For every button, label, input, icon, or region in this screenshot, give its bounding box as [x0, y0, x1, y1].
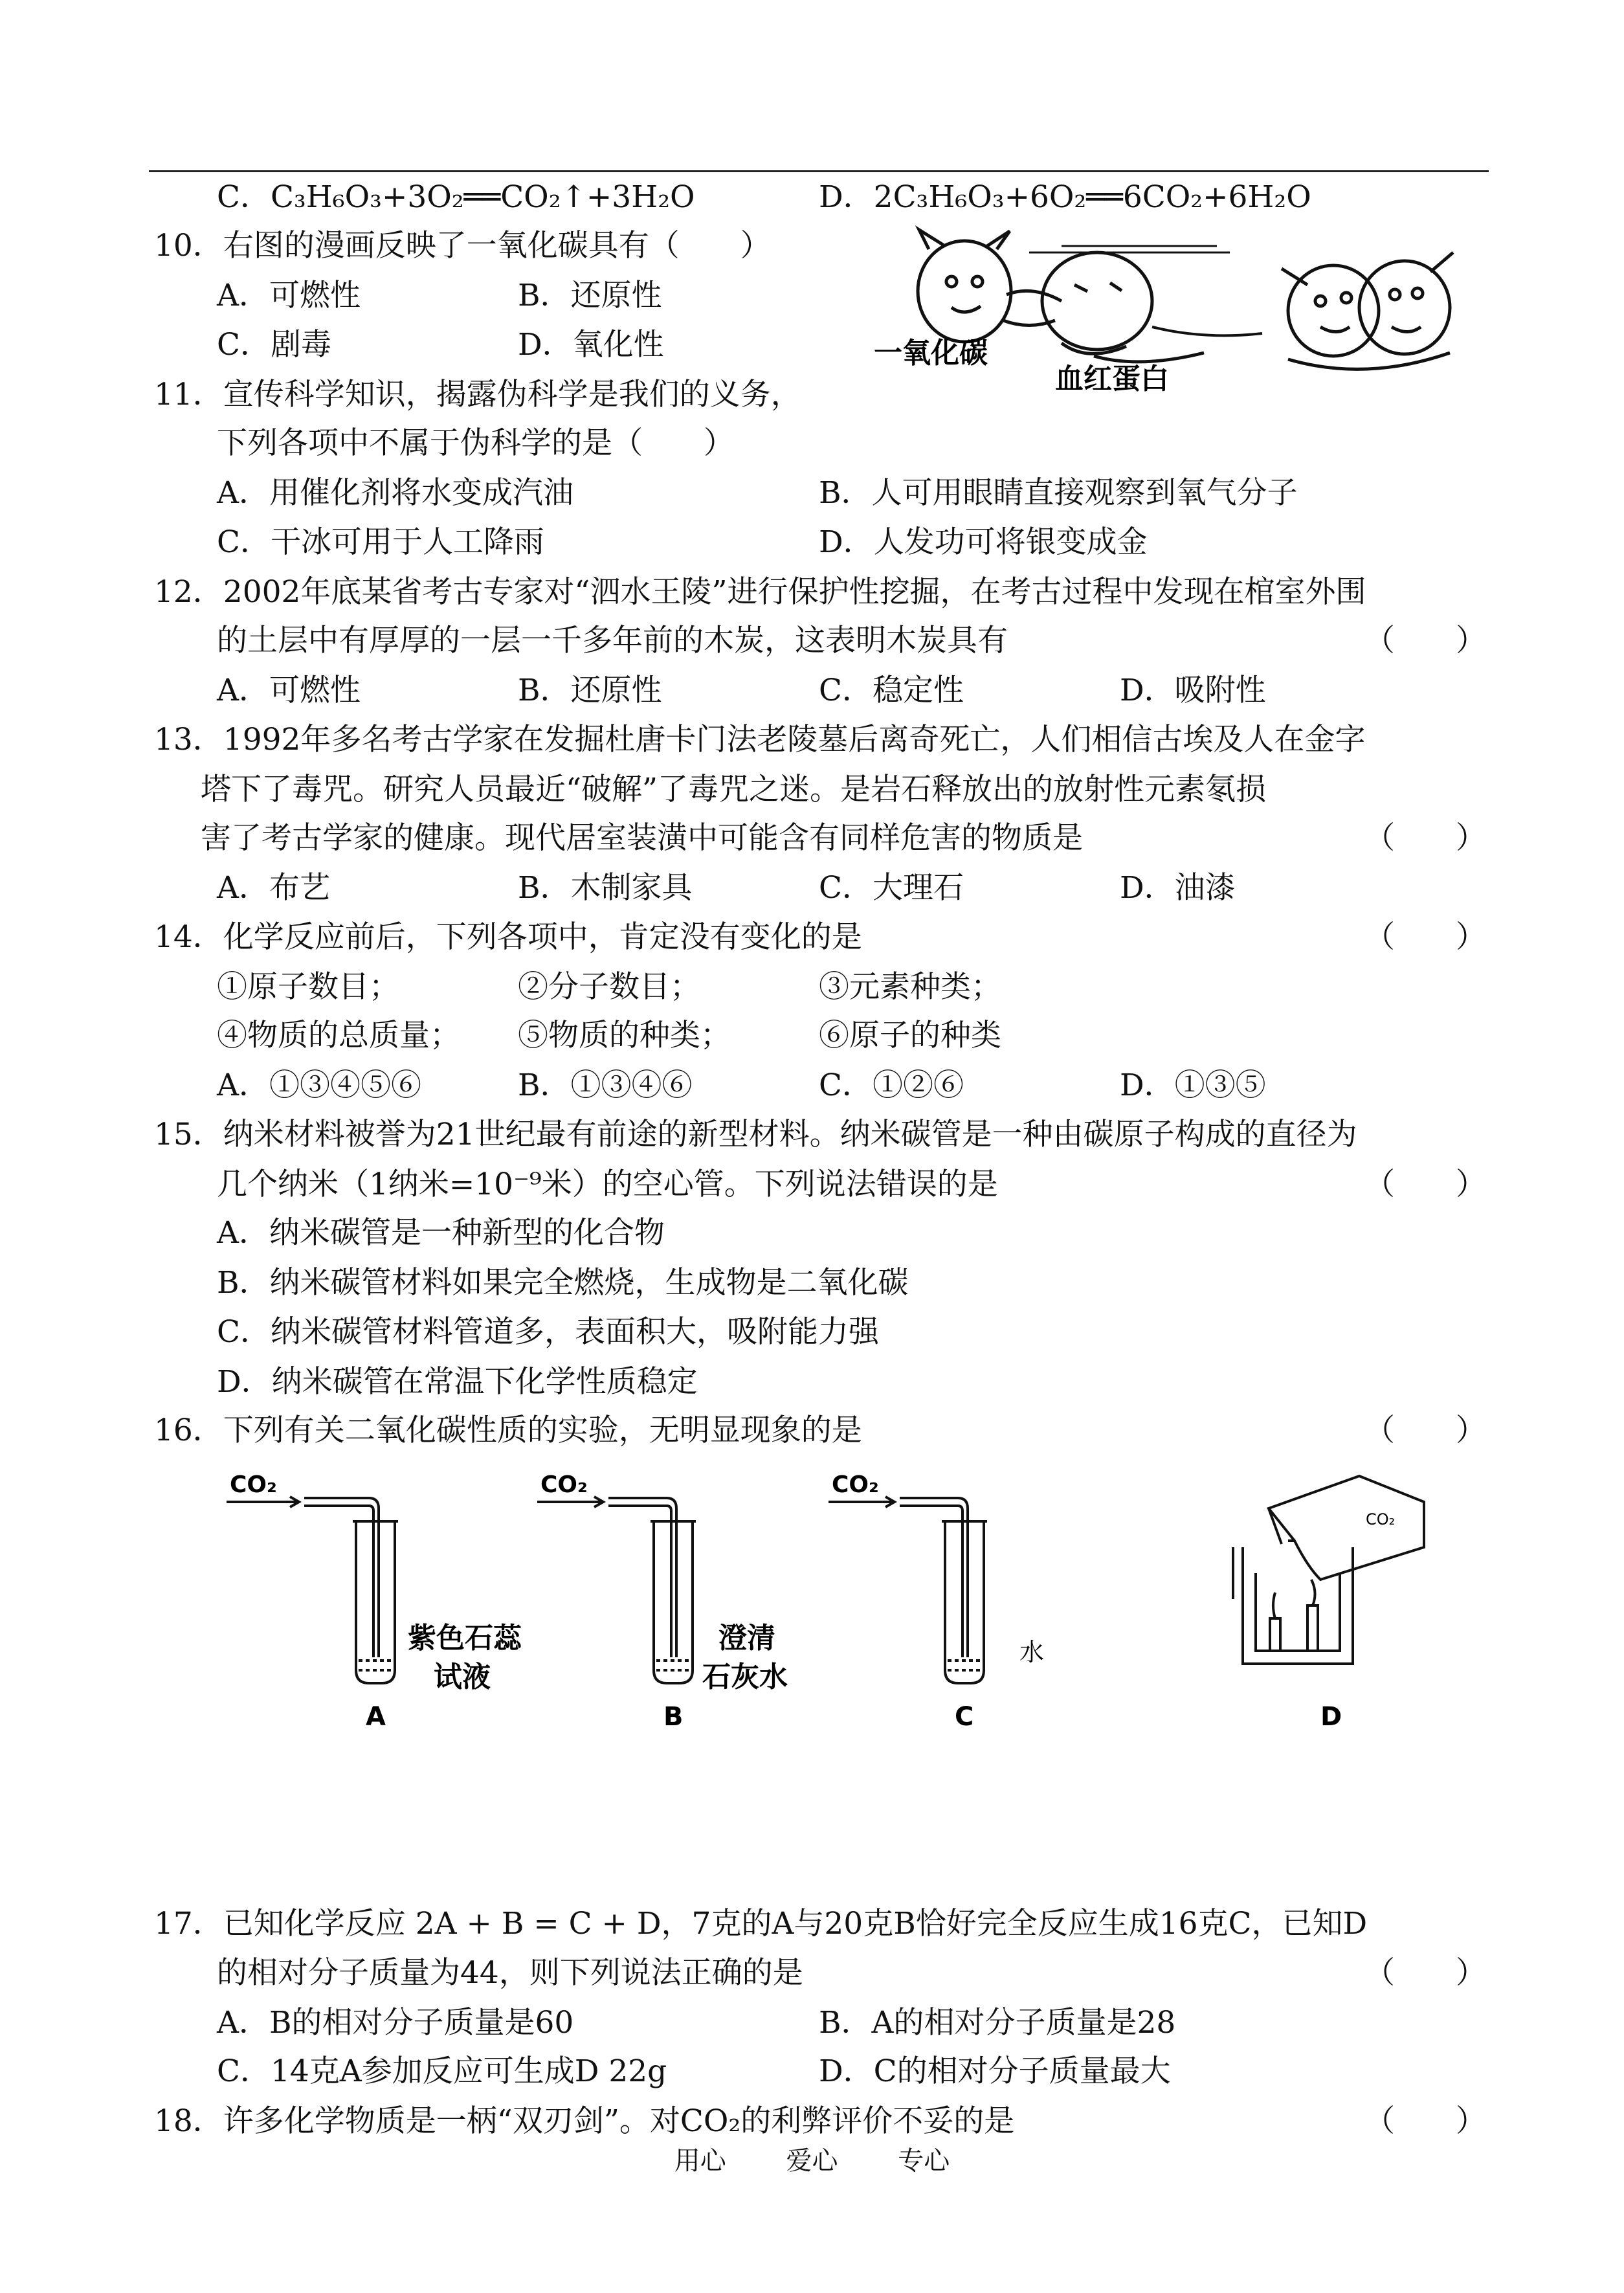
q12-stem-line2: 的土层中有厚厚的一层一千多年前的木炭，这表明木炭具有 — [217, 623, 1008, 658]
q10-stem: 10．右图的漫画反映了一氧化碳具有（ ） — [154, 228, 771, 263]
q17-stem-line2: 的相对分子质量为44，则下列说法正确的是 — [217, 1955, 803, 1991]
q13-option-a: A．布艺 — [217, 870, 330, 906]
litmus-label-1: 紫色石蕊 — [408, 1622, 522, 1655]
q17-option-b: B．A的相对分子质量是28 — [819, 2005, 1176, 2041]
q10-option-b: B．还原性 — [518, 278, 662, 313]
q14-option-d: D．①③⑤ — [1120, 1068, 1266, 1103]
q9-option-c: C．C₃H₆O₃+3O₂══CO₂↑+3H₂O — [217, 179, 695, 215]
limewater-label-2: 石灰水 — [702, 1661, 788, 1694]
q17-answer-blank: （ ） — [1364, 1955, 1486, 1991]
q14-item-5: ⑤物质的种类； — [518, 1018, 731, 1053]
q9-option-d: D．2C₃H₆O₃+6O₂══6CO₂+6H₂O — [819, 179, 1311, 215]
q12-stem-line1: 12．2002年底某省考古专家对“泗水王陵”进行保护性挖掘，在考古过程中发现在棺室外围 — [154, 574, 1366, 610]
co2-label-b: CO₂ — [540, 1471, 588, 1498]
header-rule — [149, 170, 1489, 172]
figure-label-b: B — [663, 1702, 684, 1728]
q17-stem-line1: 17．已知化学反应 2A + B = C + D，7克的A与20克B恰好完全反应生成16克C，已知D — [154, 1906, 1368, 1941]
q12-option-b: B．还原性 — [518, 673, 662, 708]
q14-item-2: ②分子数目； — [518, 969, 700, 1005]
q14-option-b: B．①③④⑥ — [518, 1068, 693, 1103]
q13-answer-blank: （ ） — [1364, 820, 1486, 856]
q13-stem-line3: 害了考古学家的健康。现代居室装潢中可能含有同样危害的物质是 — [201, 820, 1083, 856]
co2-label-c: CO₂ — [832, 1471, 879, 1498]
label-carbon-monoxide: 一氧化碳 — [874, 337, 988, 370]
q16-answer-blank: （ ） — [1364, 1413, 1486, 1448]
q14-stem: 14．化学反应前后，下列各项中，肯定没有变化的是 — [154, 919, 862, 955]
q11-option-d: D．人发功可将银变成金 — [819, 524, 1148, 560]
q15-answer-blank: （ ） — [1364, 1167, 1486, 1202]
q12-option-c: C．稳定性 — [819, 673, 964, 708]
q10-option-c: C．剧毒 — [217, 327, 331, 363]
label-hemoglobin: 血红蛋白 — [1055, 363, 1169, 395]
q11-stem-line2: 下列各项中不属于伪科学的是（ ） — [217, 425, 734, 461]
q15-option-c: C．纳米碳管材料管道多，表面积大，吸附能力强 — [217, 1314, 879, 1350]
footer-word-1: 用心 — [674, 2146, 726, 2176]
q12-answer-blank: （ ） — [1364, 623, 1486, 658]
q11-option-b: B．人可用眼睛直接观察到氧气分子 — [819, 475, 1298, 511]
q15-option-a: A．纳米碳管是一种新型的化合物 — [217, 1215, 665, 1251]
q14-item-3: ③元素种类； — [819, 969, 1001, 1005]
q15-option-d: D．纳米碳管在常温下化学性质稳定 — [217, 1364, 698, 1400]
footer-word-2: 爱心 — [786, 2146, 838, 2176]
figure-label-c: C — [955, 1702, 974, 1728]
q13-stem-line2: 塔下了毒咒。研究人员最近“破解”了毒咒之迷。是岩石释放出的放射性元素氡损 — [201, 772, 1267, 807]
q11-option-c: C．干冰可用于人工降雨 — [217, 524, 544, 560]
q12-option-a: A．可燃性 — [217, 673, 361, 708]
q13-option-b: B．木制家具 — [518, 870, 693, 906]
litmus-label-2: 试液 — [434, 1661, 491, 1694]
q13-stem-line1: 13．1992年多名考古学家在发掘杜唐卡门法老陵墓后离奇死亡，人们相信古埃及人在金字 — [154, 722, 1366, 757]
co2-bottle-label: CO₂ — [1366, 1510, 1396, 1528]
q15-option-b: B．纳米碳管材料如果完全燃烧，生成物是二氧化碳 — [217, 1265, 909, 1301]
footer-word-3: 专心 — [898, 2146, 950, 2176]
q18-stem: 18．许多化学物质是一柄“双刃剑”。对CO₂的利弊评价不妥的是 — [154, 2103, 1015, 2139]
q17-option-d: D．C的相对分子质量最大 — [819, 2053, 1171, 2089]
q15-stem-line1: 15．纳米材料被誉为21世纪最有前途的新型材料。纳米碳管是一种由碳原子构成的直径为 — [154, 1117, 1357, 1152]
water-label: 水 — [1019, 1638, 1045, 1666]
q13-option-d: D．油漆 — [1120, 870, 1236, 906]
q16-stem: 16．下列有关二氧化碳性质的实验，无明显现象的是 — [154, 1413, 862, 1448]
q18-answer-blank: （ ） — [1364, 2103, 1486, 2139]
q11-stem-line1: 11．宣传科学知识，揭露伪科学是我们的义务， — [154, 377, 801, 412]
q16-apparatus-figure — [220, 1470, 1489, 1728]
q14-item-1: ①原子数目； — [217, 969, 399, 1005]
limewater-label-1: 澄清 — [718, 1622, 775, 1655]
q17-option-c: C．14克A参加反应可生成D 22g — [217, 2053, 667, 2089]
q11-option-a: A．用催化剂将水变成汽油 — [217, 475, 573, 511]
q14-item-6: ⑥原子的种类 — [819, 1018, 1001, 1053]
q14-option-c: C．①②⑥ — [819, 1068, 964, 1103]
q13-option-c: C．大理石 — [819, 870, 964, 906]
q12-option-d: D．吸附性 — [1120, 673, 1266, 708]
q14-option-a: A．①③④⑤⑥ — [217, 1068, 421, 1103]
co2-label-a: CO₂ — [230, 1471, 277, 1498]
q10-option-a: A．可燃性 — [217, 278, 361, 313]
figure-label-a: A — [366, 1702, 386, 1728]
page-footer — [0, 2142, 1624, 2180]
q10-cartoon — [867, 223, 1489, 395]
q14-item-4: ④物质的总质量； — [217, 1018, 460, 1053]
q15-stem-line2: 几个纳米（1纳米=10⁻⁹米）的空心管。下列说法错误的是 — [217, 1167, 998, 1202]
q17-option-a: A．B的相对分子质量是60 — [217, 2005, 574, 2041]
q10-option-d: D．氧化性 — [518, 327, 664, 363]
q14-answer-blank: （ ） — [1364, 919, 1486, 955]
figure-label-d: D — [1320, 1702, 1342, 1728]
